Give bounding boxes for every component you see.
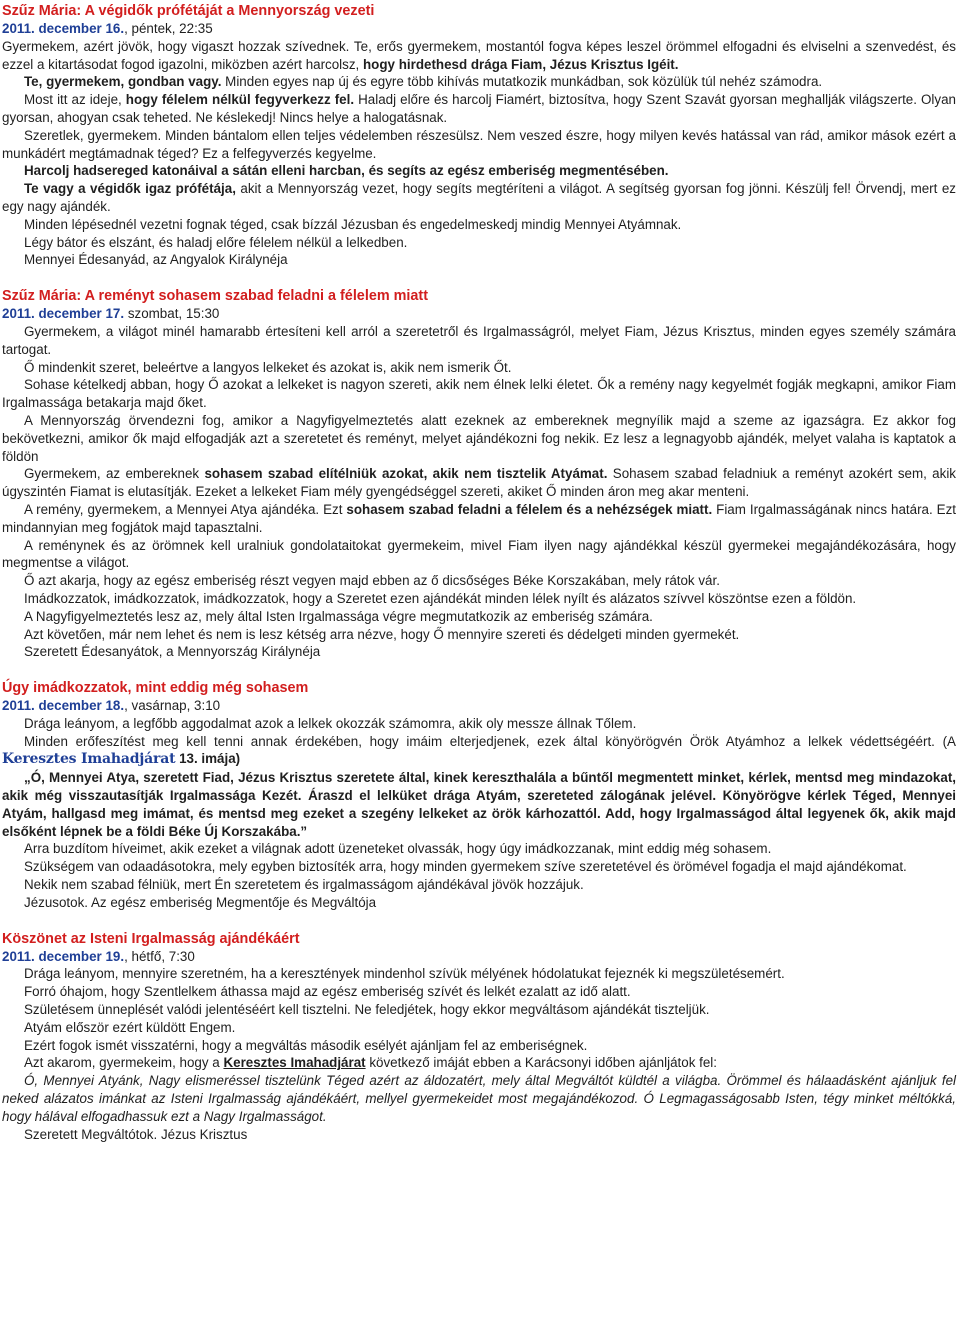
paragraph — [2, 465, 956, 501]
message-section-1 — [2, 2, 956, 269]
paragraph — [2, 733, 956, 770]
bold-text: Te, gyermekem, gondban vagy. — [24, 74, 222, 90]
text: Azt akarom, gyermekeim, hogy a — [24, 1055, 224, 1071]
paragraph: Sohase kételkedj abban, hogy Ő azokat a lelkeket is nagyon szereti, akik nem élnek lelki életet. Ők a remény nagy kegyelmét fogják megkapni, amikor Fiam Irgalmassága betakarja majd őket. — [2, 377, 956, 411]
text: Nem veszed észre, hogy milyen kevés hatással van rád, amikor mások ezért a munkádért megtámadnak téged? Ez a felfegyverzés kegyelme. — [2, 127, 956, 161]
section-title: Szűz Mária: A reményt sohasem szabad feladni a félelem miatt — [2, 288, 428, 305]
section-date: 2011. december 16. — [2, 21, 125, 36]
paragraph: Imádkozzatok, imádkozzatok, imádkozzatok, hogy a Szeretet ezen ajándékát minden lélek nyílt és alázatos szívvel köszöntse ezen a földön. — [24, 590, 857, 606]
bold-text: hogy félelem nélkül fegyverkezz fel. — [125, 92, 355, 108]
section-day-time: szombat, 15:30 — [124, 306, 220, 322]
paragraph: Arra buzdítom híveimet, akik ezeket a világnak adott üzeneteket olvassák, hogy úgy imádkozzanak, mint eddig még sohasem. — [24, 841, 772, 857]
bold-text: „Ó, Mennyei Atya, szeretett Fiad, Jézus Krisztus szeretete által, kinek kereszthalála a bűntől megmentett minket, kérlek, mentsd meg mindazokat, akik még visszautasítják Irgalmassága Kezét. Áraszd el lelküket drága Atyám, szereteted zálogának jelével. Könyörögve kérlek Téged, Mennyei Atyám, hallgasd meg imámat, és mentsd meg ezeket a szegény lelkeket az örök kárhozattól. Add, hogy Irgalmasságod által legyenek ők, akik majd elsőként lépnek be a földi Béke Új Korszakába.” — [2, 770, 956, 839]
paragraph — [2, 91, 956, 127]
bold-text: 13. imája) — [175, 751, 241, 767]
paragraph: Nekik nem szabad félniük, mert Én szeretetem és irgalmasságom ajándékával jövök hozzájuk. — [24, 877, 584, 893]
paragraph: Ő azt akarja, hogy az egész emberiség részt vegyen majd ebben az ő dicsőséges Béke Korszakában, mely rátok vár. — [24, 573, 720, 589]
paragraph — [2, 38, 956, 74]
text: Sohasem szabad feladniuk a reményt azokért sem, akik úgyszintén Fiamat is elutasítják. Ezeket a lelkeket Fiam mély gyengédséggel szereti, akiket Ő minden áron meg akar menteni. — [2, 466, 956, 500]
section-date-line — [2, 697, 956, 715]
text: Minden egyes nap új és egyre több kihívás mutatkozik munkádban, sok közülük túl nehéz számodra. — [221, 74, 823, 90]
section-date-line — [2, 305, 956, 323]
paragraph — [2, 73, 956, 91]
section-date-line — [2, 20, 956, 38]
paragraph — [2, 501, 956, 537]
section-date-line — [2, 948, 956, 966]
signature: Mennyei Édesanyád, az Angyalok Királynéja — [24, 252, 288, 268]
section-title: Úgy imádkozzatok, mint eddig még sohasem — [2, 680, 309, 697]
paragraph: Minden lépésednél vezetni fognak téged, csak bízzál Jézusban és engedelmeskedj mindig Mennyei Atyámnak. — [24, 216, 682, 232]
paragraph — [2, 180, 956, 216]
paragraph: Azt követően, már nem lehet és nem is lesz kétség arra nézve, hogy Ő mennyire szereti és dédelgeti minden gyermekét. — [24, 626, 740, 642]
prayer-paragraph — [2, 769, 956, 840]
text: Haladj előre és harcolj Fiamért, biztosítva, hogy Szent Szavát gyorsan meghallják világszerte. Olyan gyorsan, ahogyan csak teheted. Ne késlekedj! Nincs helye a halogatásnak. — [2, 92, 956, 125]
text: akit a Mennyország vezet, hogy segíts megtéríteni a világot. A segítség gyorsan fog jönni. Készülj fel! Örvendj, mert ez egy nagy ajándék. — [2, 181, 956, 214]
bold-text: Te vagy a végidők igaz prófétája, — [24, 181, 236, 197]
text: Minden erőfeszítést meg kell tenni annak érdekében, hogy imáim elterjedjenek, ezek által könyörögvén Örök Atyámhoz a lelkek védettségéért. (A — [24, 733, 956, 749]
text: Szeretlek, gyermekem. Minden bántalom ellen teljes védelemben részesülsz. — [24, 127, 484, 143]
signature: Szeretett Megváltótok. Jézus Krisztus — [24, 1126, 248, 1142]
paragraph: A Nagyfigyelmeztetés lesz az, mely által Isten Irgalmassága végre megmutatkozik az emberiség számára. — [24, 608, 653, 624]
message-section-3 — [2, 679, 956, 912]
paragraph: Drága leányom, a legfőbb aggodalmat azok a lelkek okozzák számomra, akik oly messze állnak Tőlem. — [24, 715, 637, 731]
paragraph: Szükségem van odaadásotokra, mely egyben biztosíték arra, hogy minden gyermekem szíve szeretetével és örömével fogadja el majd ajándékomat. — [24, 859, 907, 875]
section-day-time: , hétfő, 7:30 — [124, 948, 195, 964]
section-day-time: , vasárnap, 3:10 — [124, 698, 221, 714]
paragraph: A Mennyország örvendezni fog, amikor a Nagyfigyelmeztetés alatt ezeknek az embereknek megnyílik majd a szeme az igazságra. Ez akkor fog bekövetkezni, amikor ők majd elfogadják azt a szeretetet és reményt, melyet ajándékozni fog nekik. Ez lesz a legnagyobb ajándék, melyet valaha is kaptatok a földön — [2, 412, 956, 464]
section-date: 2011. december 19. — [2, 948, 125, 964]
bold-text: sohasem szabad elítélniük azokat, akik nem tisztelik Atyámat. — [204, 466, 608, 482]
crusade-prayer-link[interactable]: Keresztes Imahadjárat — [2, 751, 176, 768]
section-day-time: , péntek, 22:35 — [124, 21, 213, 36]
paragraph: Ezért fogok ismét visszatérni, hogy a megváltás második esélyét ajánljam fel az emberiségnek. — [24, 1037, 588, 1053]
text: Gyermekem, az embereknek — [24, 466, 205, 482]
crusade-prayer-link[interactable]: Keresztes Imahadjárat — [223, 1055, 366, 1071]
text: A remény, gyermekem, a Mennyei Atya ajándéka. Ezt — [24, 501, 347, 517]
paragraph — [2, 162, 956, 180]
prayer-paragraph: Ó, Mennyei Atyánk, Nagy elismeréssel tisztelünk Téged azért az áldozatért, mely által Megváltót küldtél a világba. Örömmel és hálaadásként ajánljuk fel neked alázatos imánkat az Isteni Irgalmasság ajándékáért, mellyel gyermekeidet most megajándékozod. Ó Legmagasságosabb Isten, tégy minket méltókká, hogy hálával elfogadhassuk ezt a Nagy Irgalmasságot. — [2, 1073, 956, 1124]
signature: Szeretett Édesanyátok, a Mennyország Királynéja — [24, 644, 321, 660]
paragraph: A reménynek és az örömnek kell uralniuk gondolataitokat gyermekeim, mivel Fiam ilyen nagy ajándékkal készül gyermekei megajándékozására, hogy megmentse a világot. — [2, 537, 956, 571]
paragraph: Ő mindenkit szeret, beleértve a langyos lelkeket és azokat is, akik nem ismerik Őt. — [24, 359, 512, 375]
text: Most itt az ideje, — [24, 92, 126, 108]
signature: Jézusotok. Az egész emberiség Megmentője és Megváltója — [24, 894, 377, 910]
paragraph — [2, 1054, 956, 1072]
paragraph: Drága leányom, mennyire szeretném, ha a keresztények mindenhol szívük mélyének hódolatukat fejeznék ki megszületésemért. — [24, 966, 785, 982]
paragraph — [2, 127, 956, 163]
section-title: Szűz Mária: A végidők prófétáját a Mennyország vezeti — [2, 3, 375, 19]
bold-text: sohasem szabad feladni a félelem és a nehézségek miatt. — [346, 501, 713, 517]
section-date: 2011. december 18. — [2, 698, 125, 714]
text: Gyermekem, azért jövök, hogy vigaszt hozzak szívednek. Te, erős gyermekem, mostantól fogva képes leszel örömmel elfogadni és elviselni a szenvedést, és ezzel a kitartásodat fogod igazolni, miközben azért harcolsz, — [2, 38, 956, 72]
section-date: 2011. december 17. — [2, 306, 125, 322]
message-section-4 — [2, 930, 956, 1144]
paragraph: Születésem ünneplését valódi jelentéséért kell tisztelni. Ne feledjétek, hogy ekkor megváltásom ajándékát tiszteljük. — [24, 1002, 710, 1018]
text: Fiam Irgalmasságának nincs határa. Ezt mindannyian meg fogjátok majd tapasztalni. — [2, 501, 956, 535]
section-title: Köszönet az Isteni Irgalmasság ajándékáért — [2, 930, 300, 947]
text: következő imáját ebben a Karácsonyi időben ajánljátok fel: — [365, 1055, 717, 1071]
paragraph: Forró óhajom, hogy Szentlelkem áthassa majd az egész emberiség szívét és lelkét ezalatt az idő alatt. — [24, 984, 631, 1000]
paragraph: Gyermekem, a világot minél hamarabb értesíteni kell arról a szeretetről és Irgalmasságról, melyet Fiam, Jézus Krisztus, minden egyes személy számára tartogat. — [2, 323, 956, 357]
bold-text: Harcolj hadsereged katonáival a sátán elleni harcban, és segíts az egész emberiség megmentésében. — [24, 163, 669, 179]
paragraph: Atyám először ezért küldött Engem. — [24, 1019, 236, 1035]
message-section-2 — [2, 287, 956, 661]
paragraph: Légy bátor és elszánt, és haladj előre félelem nélkül a lelkedben. — [24, 234, 408, 250]
bold-text: hogy hirdethesd drága Fiam, Jézus Krisztus Igéit. — [363, 56, 679, 72]
